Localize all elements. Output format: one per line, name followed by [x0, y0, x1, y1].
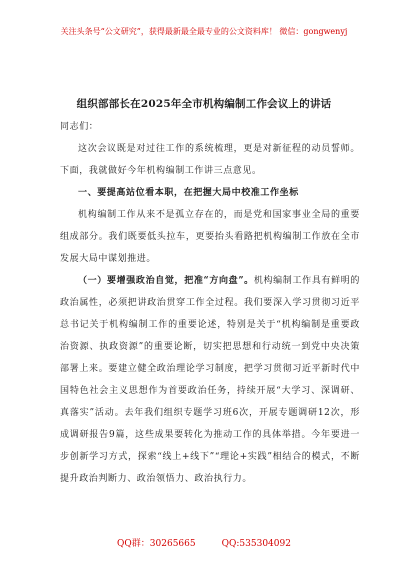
subsection-heading: （一）要增强政治自觉，把准“方向盘”。 — [78, 276, 254, 286]
document-title: 组织部部长在2025年全市机构编制工作会议上的讲话 — [76, 98, 332, 110]
section-heading: 一、要提高站位看本职，在把握大局中校准工作坐标 — [78, 188, 299, 198]
salutation: 同志们： — [60, 122, 99, 132]
footer-contact — [0, 536, 408, 549]
header-banner: 关注头条号“公文研究”，获得最新最全最专业的公文资料库！ 微信：gongwenyj — [60, 27, 348, 36]
intro-paragraph: 这次会议既是对过往工作的系统梳理，更是对新征程的动员誓师。下面，我就做好今年机构编制工作讲三点意见。 — [60, 144, 360, 176]
document-body — [60, 116, 360, 490]
qq-number: QQ:535304092 — [221, 539, 291, 549]
qq-group: QQ群：30265665 — [117, 539, 196, 549]
section-paragraph: 机构编制工作从来不是孤立存在的，而是党和国家事业全局的重要组成部分。我们既要低头拉车，更要抬头看路把机构编制工作放在全市发展大局中谋划推进。 — [60, 210, 360, 264]
subsection-paragraph — [60, 270, 360, 490]
subsection-text: 机构编制工作具有鲜明的政治属性，必须把讲政治贯穿工作全过程。我们要深入学习贯彻习近平总书记关于机构编制工作的重要论述，特别是关于“机构编制是重要政治资源、执政资源”的重要论断，切实把思想和行动统一到党中央决策部署上来。要建立健全政治理论学习制度，把学习贯彻习近平新时代中国特色社会主义思想作为首要政治任务，持续开展“大学习、深调研、真落实”活动。去年我们组织专题学习班6次，开展专题调研12次，形成调研报告9篇，这些成果要转化为推动工作的具体举措。今年要进一步创新学习方式，探索“线上+线下”“理论+实践”相结合的模式，不断提升政治判断力、政治领悟力、政治执行力。 — [60, 276, 360, 484]
